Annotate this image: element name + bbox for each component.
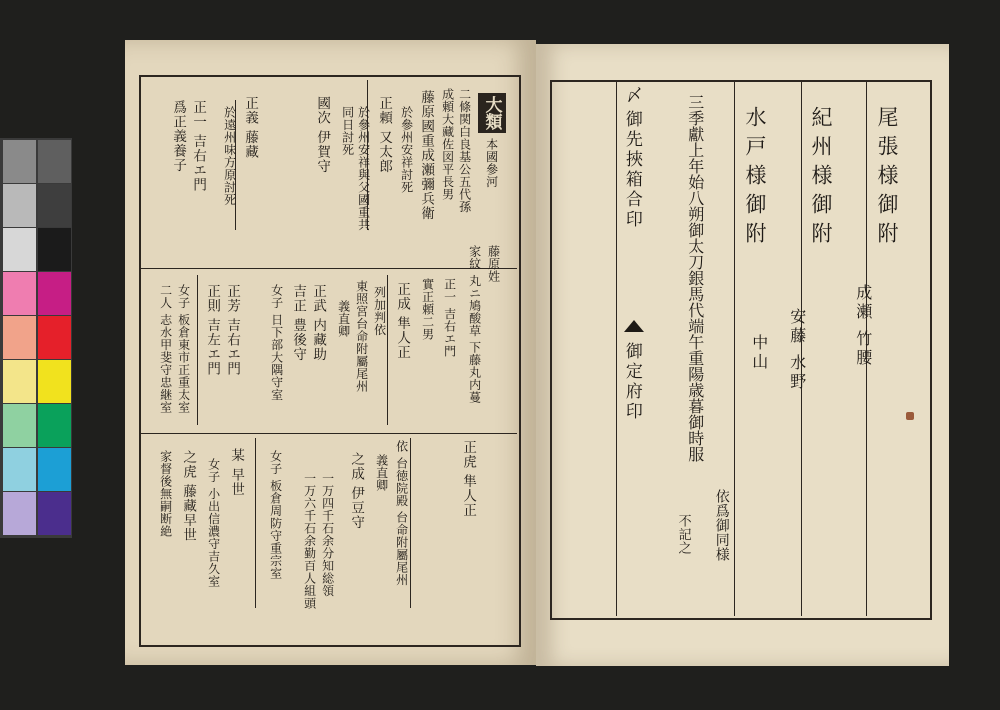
genealogy-line: 一万四千石余分知総領: [320, 472, 335, 597]
color-swatch: [38, 404, 71, 447]
genealogy-line: 實正頼二男: [420, 278, 435, 341]
genealogy-line: 正則 吉左エ門: [204, 284, 221, 377]
divider: [616, 82, 617, 616]
lord-title-owari: 尾張様御附: [875, 106, 900, 251]
color-swatch: [3, 184, 36, 227]
divider: [410, 438, 411, 608]
genealogy-line: 正成 隼人正: [394, 282, 411, 360]
genealogy-line: 一万六千石余勤百人組頭: [302, 472, 317, 610]
genealogy-line: 藤原國重成瀬彌兵衛: [418, 90, 435, 221]
left-page: [125, 40, 536, 665]
lord-title-kishu: 紀州様御附: [809, 106, 834, 251]
color-swatch: [3, 228, 36, 271]
color-swatch: [3, 492, 36, 535]
genealogy-line: 於參州安祥討死: [399, 106, 414, 194]
genealogy-line: 正一 吉右エ門: [442, 278, 457, 358]
lord-title-mito: 水戸様御附: [743, 106, 768, 251]
retainer-names-owari: 成瀬 竹腰: [853, 284, 873, 369]
color-swatch: [38, 228, 71, 271]
category-badge: 大類: [478, 93, 506, 133]
retainer-names-mito: 中山: [749, 334, 769, 372]
genealogy-line: 二人 志水甲斐守忠継室: [158, 284, 173, 414]
tribute-note: 三季獻上年始八朔御太刀銀馬代端午重陽歳暮御時服: [685, 94, 705, 462]
color-swatch: [38, 140, 71, 183]
clan-name: 藤原姓: [486, 245, 501, 283]
color-swatch: [38, 316, 71, 359]
genealogy-line: 二條関白良基公五代孫: [457, 88, 472, 213]
divider: [387, 275, 388, 425]
genealogy-line: 義直卿: [374, 454, 389, 492]
color-swatch: [3, 404, 36, 447]
divider: [734, 82, 735, 616]
genealogy-line: 正義 藤藏: [242, 96, 259, 160]
color-swatch: [38, 360, 71, 403]
color-swatch: [38, 184, 71, 227]
genealogy-line: 女子 小出信濃守吉久室: [206, 458, 221, 588]
genealogy-line: 某 早世: [228, 448, 245, 497]
color-swatch: [38, 492, 71, 535]
color-swatch: [38, 272, 71, 315]
genealogy-line: 正芳 吉右エ門: [224, 284, 241, 377]
genealogy-line: 於參州安祥與父國重共: [356, 106, 371, 231]
genealogy-line: 正武 内藏助: [310, 284, 327, 362]
heading-text: 本國參河: [484, 138, 499, 188]
divider: [255, 438, 256, 608]
tribute-note-sub: 依爲御同様: [713, 489, 730, 562]
color-swatch: [38, 448, 71, 491]
genealogy-line: 東照宮台命附屬尾州: [354, 280, 369, 393]
triangle-mark-icon: [624, 320, 644, 332]
divider: [141, 433, 517, 434]
genealogy-line: 爲正義養子: [170, 100, 187, 173]
genealogy-line: 之成 伊豆守: [348, 452, 365, 530]
paper-stain: [906, 412, 914, 420]
residence-mark-label: 御定府印: [621, 342, 642, 422]
color-swatch: [3, 448, 36, 491]
color-swatch: [3, 272, 36, 315]
genealogy-line: 女子 日下部大隅守室: [269, 284, 284, 401]
divider: [197, 275, 198, 425]
genealogy-line: 於遠州味方原討死: [222, 106, 237, 206]
genealogy-line: 吉正 豊後守: [290, 284, 307, 362]
genealogy-line: 義直卿: [336, 300, 351, 338]
genealogy-line: 列加判依: [372, 286, 387, 336]
color-checker: [0, 138, 72, 538]
genealogy-line: 國次 伊賀守: [314, 96, 331, 174]
genealogy-line: 成頼大藏佐図平長男: [440, 88, 455, 201]
retainer-names-kishu: 安藤 水野: [787, 308, 807, 393]
genealogy-line: 家督後無嗣断絶: [158, 450, 173, 538]
genealogy-line: 正虎 隼人正: [460, 440, 477, 518]
genealogy-line: 正一 吉右エ門: [190, 100, 207, 193]
divider: [141, 268, 517, 269]
genealogy-line: 女子 板倉周防守重宗室: [268, 450, 283, 580]
color-swatch: [3, 360, 36, 403]
box-bearer-mark-label: 御先挾箱合印: [621, 110, 642, 230]
color-swatch: [3, 140, 36, 183]
mark-symbol: 〆: [621, 86, 642, 104]
right-page: [536, 44, 949, 666]
genealogy-line: 女子 板倉東市正重太室: [176, 284, 191, 414]
family-crest: 家紋 丸ニ鳩酸草 下藤丸内蔓: [467, 245, 482, 404]
genealogy-line: 之虎 藤藏早世: [180, 450, 197, 543]
genealogy-line: 依 台徳院殿 台命附屬尾州: [394, 440, 409, 587]
genealogy-line: 正頼 又太郎: [376, 96, 393, 174]
tribute-note-omit: 不記之: [675, 514, 691, 555]
color-swatch: [3, 316, 36, 359]
genealogy-line: 同日討死: [340, 106, 355, 156]
